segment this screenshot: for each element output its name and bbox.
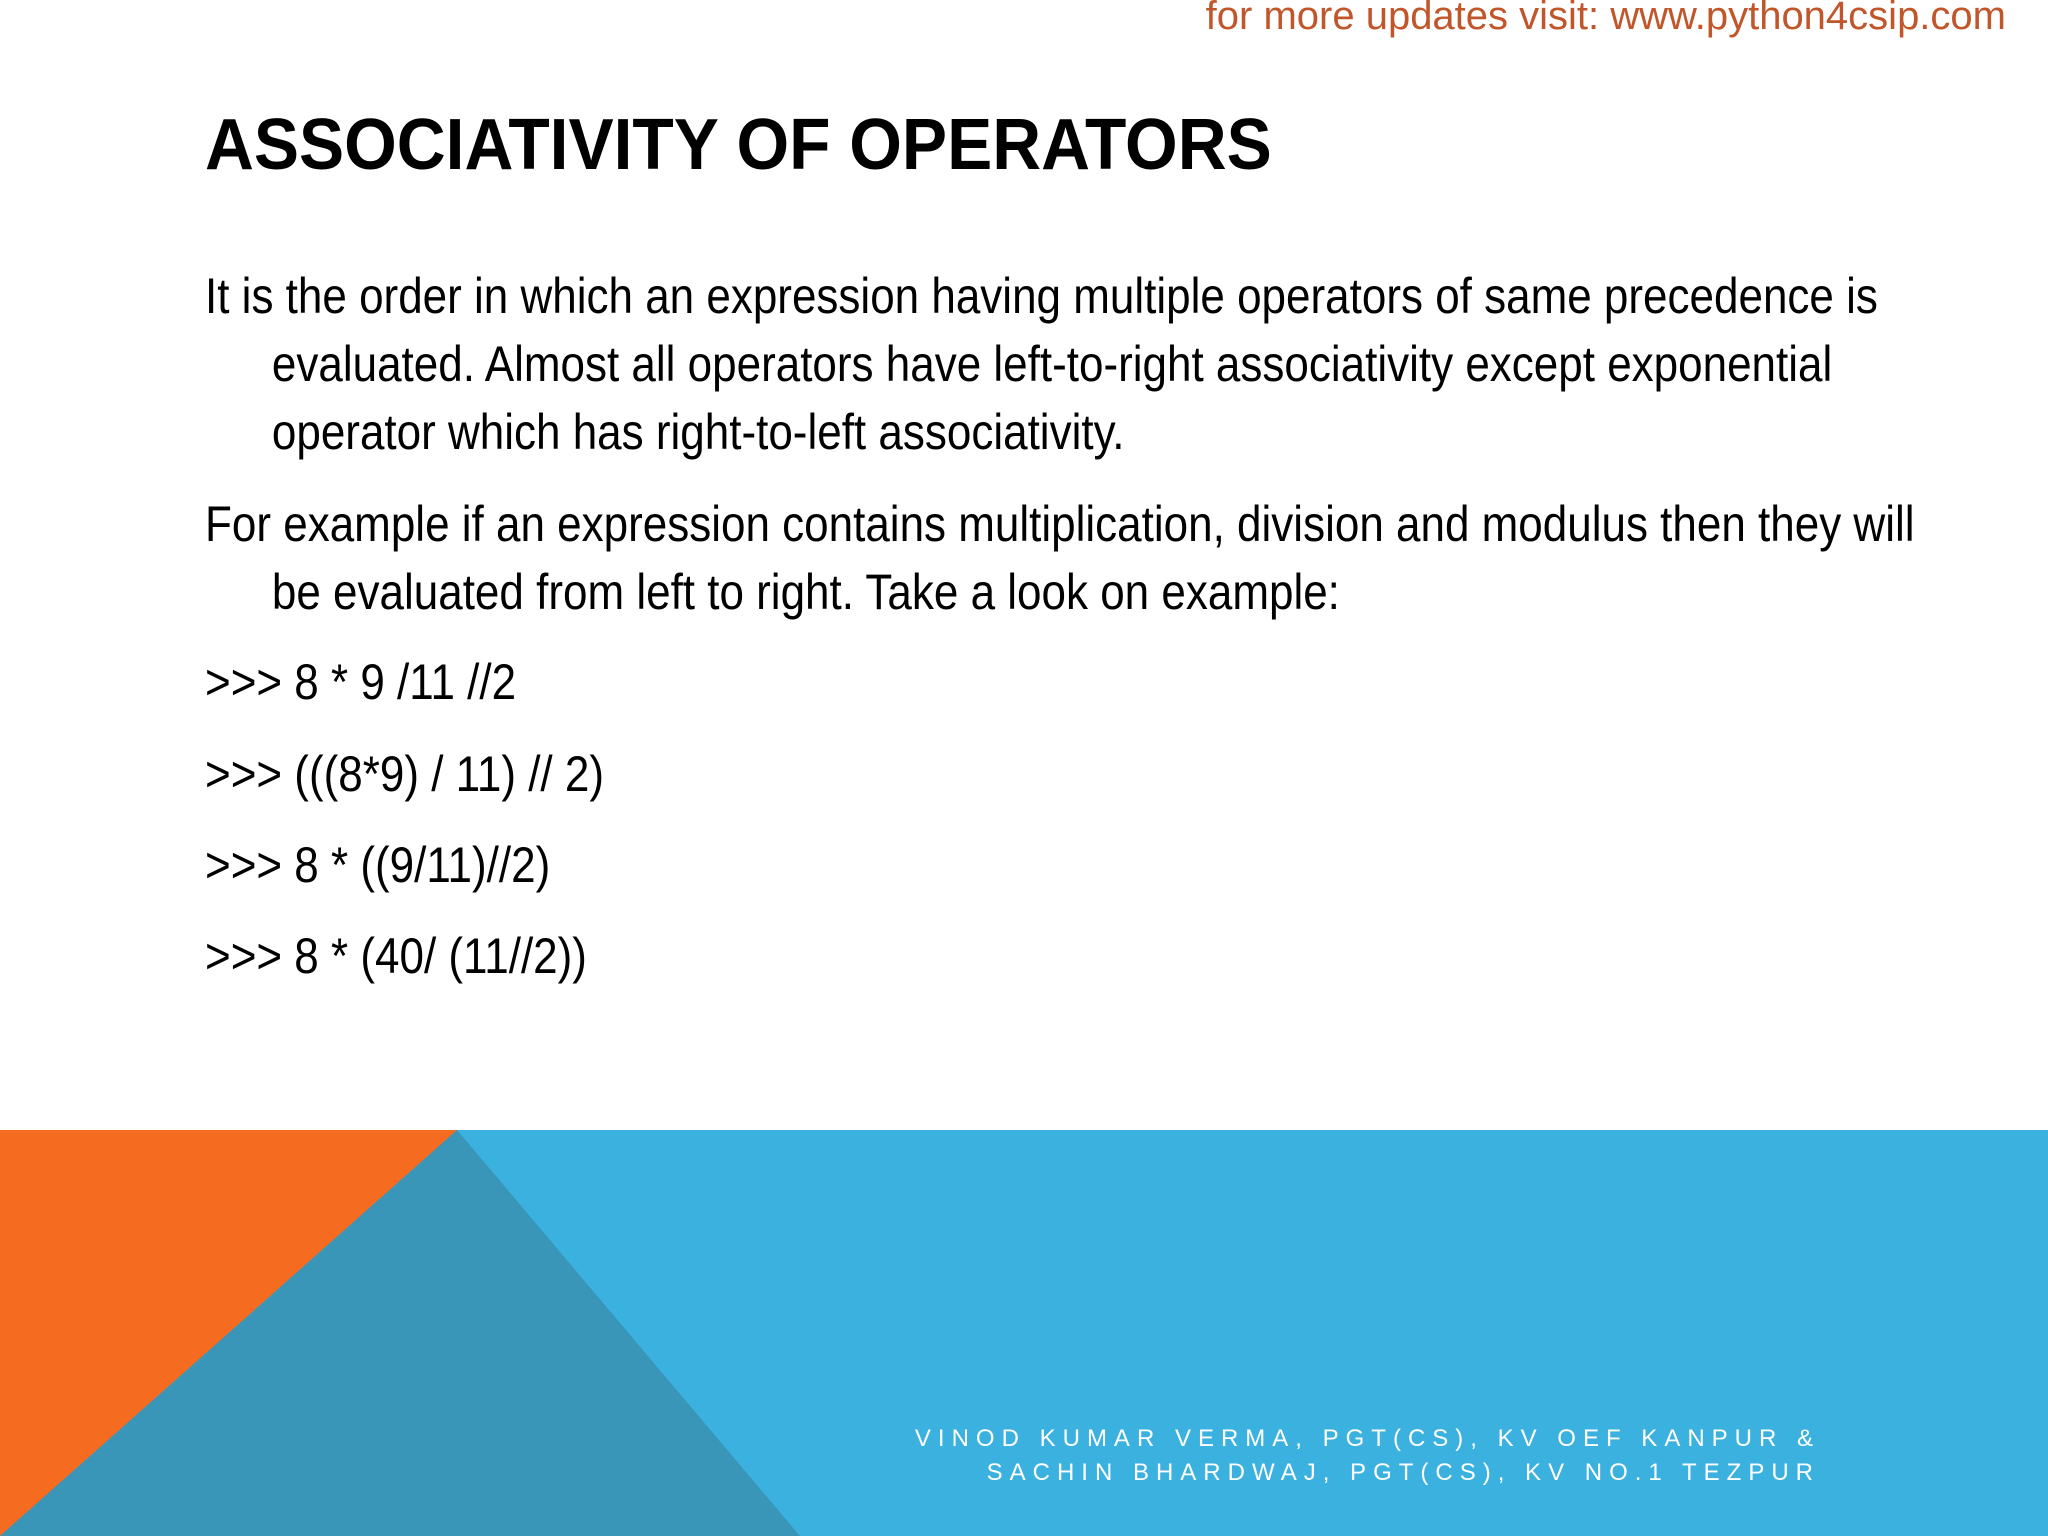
code-line: >>> 8 * ((9/11)//2) bbox=[205, 837, 551, 893]
code-line: >>> 8 * (40/ (11//2)) bbox=[205, 928, 587, 984]
paragraph-definition: It is the order in which an expression having multiple operators of same precedence is evaluated. Almost all operators have left-to-right associativity except exponential operator which has right-to-left associativity. bbox=[205, 268, 1878, 460]
code-line: >>> (((8*9) / 11) // 2) bbox=[205, 746, 605, 802]
paragraph-example-intro: For example if an expression contains multiplication, division and modulus then they will be evaluated from left to right. Take a look on example: bbox=[205, 496, 1915, 620]
slide-title: ASSOCIATIVITY OF OPERATORS bbox=[205, 105, 1272, 185]
footer-credits bbox=[915, 1422, 1820, 1490]
code-line: >>> 8 * 9 /11 //2 bbox=[205, 654, 517, 710]
slide-body bbox=[205, 262, 1915, 984]
footer-credit-line-1: VINOD KUMAR VERMA, PGT(CS), KV OEF KANPUR & bbox=[914, 1425, 1820, 1452]
watermark-text: for more updates visit: www.python4csip.com bbox=[1205, 0, 2006, 38]
footer-credit-line-2: SACHIN BHARDWAJ, PGT(CS), KV NO.1 TEZPUR bbox=[986, 1459, 1820, 1486]
